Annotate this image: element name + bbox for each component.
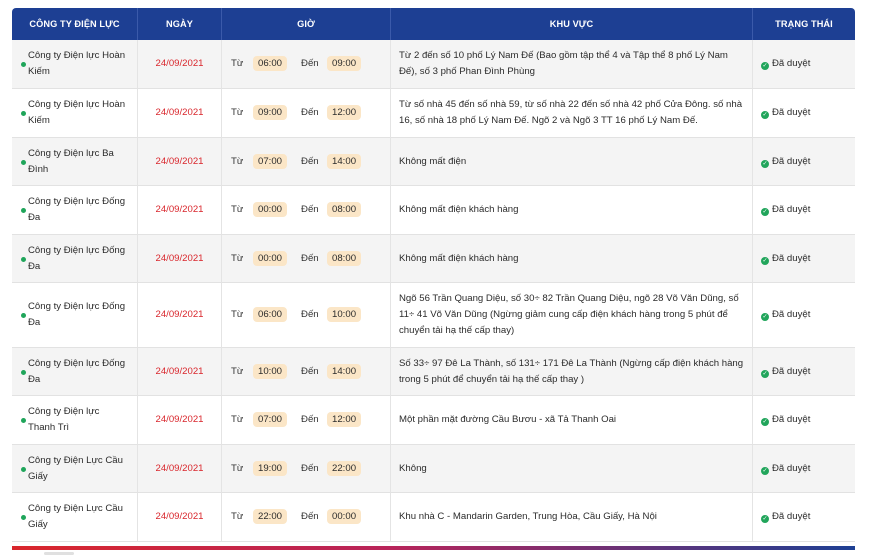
status-cell	[753, 235, 855, 283]
area-cell: Không mất điện	[391, 138, 753, 186]
date-cell: 24/09/2021	[138, 445, 222, 493]
table-row	[12, 396, 855, 445]
area-cell: Không mất điện khách hàng	[391, 235, 753, 283]
status-cell	[753, 89, 855, 138]
company-name: Công ty Điện lực Đống Đa	[28, 196, 126, 223]
date-cell: 24/09/2021	[138, 138, 222, 186]
time-cell	[222, 138, 391, 186]
time-cell	[222, 348, 391, 396]
check-circle-icon: ✓	[762, 112, 768, 118]
check-circle-icon: ✓	[762, 370, 768, 377]
area-cell: Một phần mặt đường Cầu Bươu - xã Tả Thanh Oai	[391, 396, 753, 445]
table-header-row	[12, 8, 855, 40]
company-name: Công ty Điện lực Hoàn Kiếm	[28, 99, 126, 126]
company-name: Công ty Điện Lực Cầu Giấy	[28, 503, 123, 530]
start-time: 06:00	[253, 307, 287, 322]
time-cell	[222, 235, 391, 283]
from-label: Từ	[231, 365, 244, 377]
start-time: 06:00	[253, 56, 287, 71]
header-date: NGÀY	[138, 8, 222, 40]
status-cell	[753, 396, 855, 445]
status-cell	[753, 283, 855, 348]
outage-schedule-table-wrapper	[12, 8, 855, 542]
date-cell: 24/09/2021	[138, 40, 222, 89]
header-status: TRẠNG THÁI	[753, 8, 855, 40]
time-cell	[222, 396, 391, 445]
company-name: Công ty Điện lực Hoàn Kiếm	[28, 50, 126, 77]
status-dot-icon	[21, 418, 26, 423]
area-cell: Không mất điện khách hàng	[391, 186, 753, 235]
from-label: Từ	[231, 204, 244, 215]
to-label: Đến	[301, 414, 319, 425]
company-cell	[12, 283, 138, 348]
start-time: 07:00	[253, 154, 287, 169]
status-dot-icon	[21, 257, 26, 262]
date-cell: 24/09/2021	[138, 348, 222, 396]
company-cell	[12, 396, 138, 445]
company-name: Công ty Điện lực Đống Đa	[28, 244, 126, 272]
table-body	[12, 40, 855, 542]
date-cell: 24/09/2021	[138, 186, 222, 235]
company-cell	[12, 89, 138, 138]
start-time: 22:00	[253, 509, 287, 524]
date-cell: 24/09/2021	[138, 89, 222, 138]
from-label: Từ	[231, 462, 244, 474]
check-circle-icon: ✓	[762, 419, 768, 425]
to-label: Đến	[301, 252, 319, 264]
area-cell: Số 33÷ 97 Đê La Thành, số 131÷ 171 Đê La Thành (Ngừng cấp điện khách hàng trong 5 phút để chuyển tải hạ thế cấp thay )	[391, 348, 753, 396]
status-cell	[753, 493, 855, 542]
date-cell: 24/09/2021	[138, 493, 222, 542]
company-cell	[12, 493, 138, 542]
outage-schedule-table	[12, 8, 855, 542]
company-name: Công ty Điện lực Ba Đình	[28, 147, 114, 175]
status-cell	[753, 40, 855, 89]
status-badge: Đã duyệt	[772, 511, 811, 522]
table-row	[12, 89, 855, 138]
status-dot-icon	[21, 515, 26, 520]
status-cell	[753, 186, 855, 235]
end-time: 00:00	[327, 509, 361, 524]
header-area: KHU VỰC	[391, 8, 753, 40]
table-row	[12, 445, 855, 493]
header-company: CÔNG TY ĐIỆN LỰC	[12, 8, 138, 40]
start-time: 07:00	[253, 412, 287, 427]
end-time: 10:00	[327, 307, 361, 322]
status-dot-icon	[21, 467, 26, 472]
status-badge: Đã duyệt	[772, 365, 811, 377]
table-row	[12, 348, 855, 396]
date-cell: 24/09/2021	[138, 396, 222, 445]
to-label: Đến	[301, 58, 319, 69]
to-label: Đến	[301, 462, 319, 474]
to-label: Đến	[301, 365, 319, 377]
status-dot-icon	[21, 62, 26, 67]
company-cell	[12, 348, 138, 396]
company-cell	[12, 186, 138, 235]
table-row	[12, 40, 855, 89]
time-cell	[222, 493, 391, 542]
to-label: Đến	[301, 511, 319, 522]
status-badge: Đã duyệt	[772, 309, 811, 320]
date-cell: 24/09/2021	[138, 235, 222, 283]
area-cell: Không	[391, 445, 753, 493]
status-cell	[753, 138, 855, 186]
from-label: Từ	[231, 252, 244, 264]
table-row	[12, 283, 855, 348]
status-cell	[753, 445, 855, 493]
check-circle-icon: ✓	[762, 63, 768, 69]
time-cell	[222, 445, 391, 493]
area-cell: Khu nhà C - Mandarin Garden, Trung Hòa, Cầu Giấy, Hà Nội	[391, 493, 753, 542]
from-label: Từ	[231, 58, 244, 69]
start-time: 00:00	[253, 251, 287, 266]
end-time: 12:00	[327, 412, 361, 427]
status-badge: Đã duyệt	[772, 252, 811, 264]
area-cell: Ngõ 56 Trần Quang Diệu, số 30÷ 82 Trần Quang Diệu, ngõ 28 Võ Văn Dũng, số 11÷ 41 Võ Văn Dũng (Ngừng giảm cung cấp điện khách hàng trong 5 phút để chuyển tải hạ thế cấp thay)	[391, 283, 753, 348]
table-row	[12, 138, 855, 186]
check-circle-icon: ✓	[762, 257, 768, 264]
start-time: 00:00	[253, 202, 287, 217]
status-dot-icon	[21, 160, 26, 165]
area-cell: Từ 2 đến số 10 phố Lý Nam Đế (Bao gồm tập thể 4 và Tập thể 8 phố Lý Nam Đế), số 3 phố Phan Đình Phùng	[391, 40, 753, 89]
status-badge: Đã duyệt	[772, 58, 811, 69]
end-time: 12:00	[327, 105, 361, 120]
status-badge: Đã duyệt	[772, 107, 811, 118]
company-cell	[12, 40, 138, 89]
time-cell	[222, 89, 391, 138]
to-label: Đến	[301, 155, 319, 167]
company-name: Công ty Điện lực Đống Đa	[28, 357, 126, 385]
table-row	[12, 235, 855, 283]
from-label: Từ	[231, 309, 244, 320]
time-cell	[222, 283, 391, 348]
status-dot-icon	[21, 370, 26, 375]
check-circle-icon: ✓	[762, 467, 768, 474]
from-label: Từ	[231, 107, 244, 118]
header-time: GIỜ	[222, 8, 391, 40]
start-time: 10:00	[253, 364, 287, 379]
status-badge: Đã duyệt	[772, 414, 811, 425]
start-time: 19:00	[253, 461, 287, 476]
end-time: 14:00	[327, 364, 361, 379]
end-time: 14:00	[327, 154, 361, 169]
status-dot-icon	[21, 208, 26, 213]
company-cell	[12, 445, 138, 493]
status-badge: Đã duyệt	[772, 462, 811, 474]
to-label: Đến	[301, 309, 319, 320]
status-dot-icon	[21, 313, 26, 318]
status-cell	[753, 348, 855, 396]
check-circle-icon: ✓	[762, 209, 768, 215]
start-time: 09:00	[253, 105, 287, 120]
to-label: Đến	[301, 107, 319, 118]
check-circle-icon: ✓	[762, 314, 768, 320]
status-badge: Đã duyệt	[772, 155, 811, 167]
to-label: Đến	[301, 204, 319, 215]
status-badge: Đã duyệt	[772, 204, 811, 215]
time-cell	[222, 40, 391, 89]
company-name: Công ty Điện lực Đống Đa	[28, 301, 126, 328]
table-row	[12, 493, 855, 542]
page-bottom	[12, 550, 855, 557]
area-cell: Từ số nhà 45 đến số nhà 59, từ số nhà 22 đến số nhà 42 phố Cửa Đông. số nhà 16, số nhà 18 phố Lý Nam Đế. Ngõ 2 và Ngõ 3 TT 16 phố Lý Nam Đế.	[391, 89, 753, 138]
from-label: Từ	[231, 414, 244, 425]
end-time: 08:00	[327, 202, 361, 217]
company-cell	[12, 235, 138, 283]
from-label: Từ	[231, 511, 244, 522]
date-cell: 24/09/2021	[138, 283, 222, 348]
end-time: 22:00	[327, 461, 361, 476]
company-name: Công ty Điện Lực Cầu Giấy	[28, 454, 123, 482]
check-circle-icon: ✓	[762, 160, 768, 167]
company-name: Công ty Điện lực Thanh Trì	[28, 406, 100, 433]
scroll-indicator[interactable]	[44, 552, 74, 555]
table-row	[12, 186, 855, 235]
from-label: Từ	[231, 155, 244, 167]
end-time: 09:00	[327, 56, 361, 71]
end-time: 08:00	[327, 251, 361, 266]
status-dot-icon	[21, 111, 26, 116]
company-cell	[12, 138, 138, 186]
check-circle-icon: ✓	[762, 516, 768, 522]
time-cell	[222, 186, 391, 235]
